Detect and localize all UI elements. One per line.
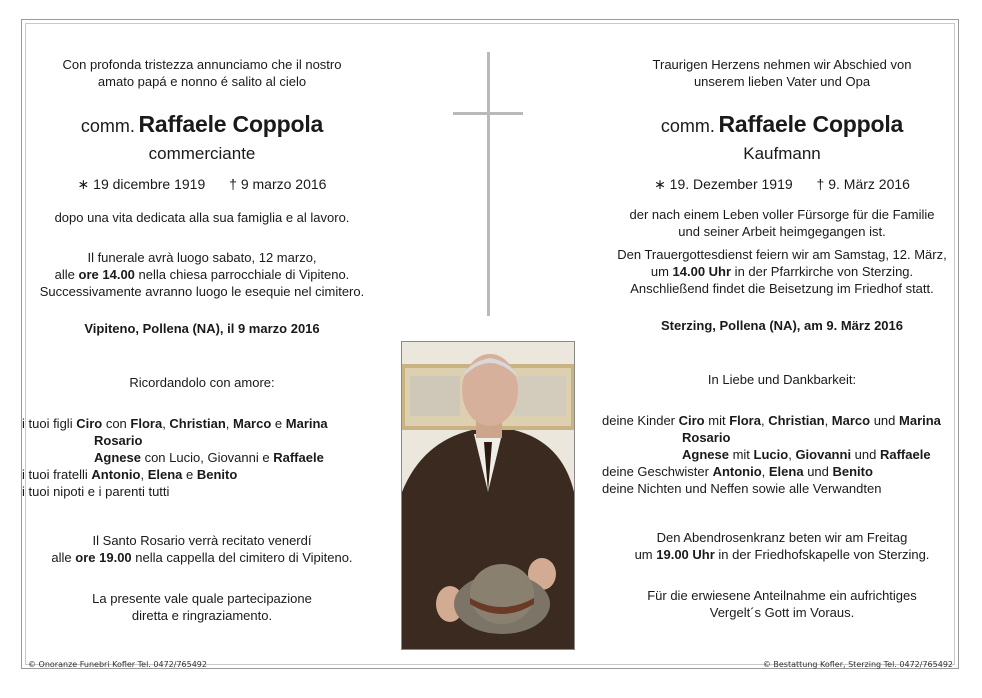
- life-text: der nach einem Leben voller Fürsorge für die Familie und seiner Arbeit heimgegangen ist.: [629, 207, 935, 239]
- funeral-line: Den Trauergottesdienst feiern wir am Samstag, 12. März,: [617, 247, 947, 262]
- funeral-info: [602, 246, 962, 297]
- cross-icon-bar: [453, 112, 523, 115]
- death-date: † 9. März 2016: [816, 176, 910, 192]
- funeral-line: alle ore 14.00 nella chiesa parrocchiale di Vipiteno.: [54, 267, 350, 282]
- funeral-line: Il funerale avrà luogo sabato, 12 marzo,: [87, 250, 317, 265]
- family-row: i tuoi fratelli Antonio, Elena e Benito: [22, 467, 238, 482]
- rosary-line: um 19.00 Uhr in der Friedhofskapelle von Sterzing.: [634, 547, 930, 562]
- intro-line: unserem lieben Vater und Opa: [693, 74, 871, 89]
- intro-line: amato papá e nonno é salito al cielo: [97, 74, 307, 89]
- birth-date: ∗ 19. Dezember 1919: [654, 176, 793, 192]
- rosary-line: Il Santo Rosario verrà recitato venerdí: [92, 533, 312, 548]
- family-row: deine Nichten und Neffen sowie alle Verwandten: [602, 481, 882, 496]
- profession: commerciante: [148, 144, 256, 163]
- funeral-line: um 14.00 Uhr in der Pfarrkirche von Sterzing.: [650, 264, 914, 279]
- deceased-name: [602, 111, 962, 141]
- rosary-info: [602, 529, 962, 563]
- italian-notice: [22, 56, 382, 624]
- closing-line: Für die erwiesene Anteilnahme ein aufrichtiges: [647, 588, 917, 603]
- funeral-line: Anschließend findet die Beisetzung im Friedhof statt.: [630, 281, 934, 296]
- closing-line: La presente vale quale partecipazione: [92, 591, 312, 606]
- family-row: i tuoi nipoti e i parenti tutti: [22, 484, 170, 499]
- title-prefix: comm.: [660, 116, 715, 136]
- place-date: Sterzing, Pollena (NA), am 9. März 2016: [660, 318, 904, 333]
- footer-credit: © Bestattung Kofler, Sterzing Tel. 0472/765492: [762, 660, 953, 669]
- intro-line: Con profonda tristezza annunciamo che il nostro: [62, 57, 342, 72]
- family-row: i tuoi figli Ciro con Flora, Christian, Marco e Marina: [22, 416, 328, 431]
- remember-heading: In Liebe und Dankbarkeit:: [707, 372, 857, 387]
- intro: [22, 56, 382, 92]
- death-date: † 9 marzo 2016: [229, 176, 327, 192]
- closing: [602, 587, 962, 621]
- intro-line: Traurigen Herzens nehmen wir Abschied von: [652, 57, 912, 72]
- life-dates: [602, 175, 962, 193]
- name: Raffaele Coppola: [718, 111, 904, 137]
- family-row: Agnese con Lucio, Giovanni e Raffaele: [94, 450, 324, 465]
- place-date: Vipiteno, Pollena (NA), il 9 marzo 2016: [84, 321, 320, 336]
- rosary-time: 19.00 Uhr: [656, 547, 715, 562]
- closing-line: diretta e ringraziamento.: [131, 608, 273, 623]
- portrait-photo: [401, 341, 575, 650]
- intro: [602, 56, 962, 92]
- rosary-info: [22, 532, 382, 566]
- family-list: [22, 415, 382, 500]
- name: Raffaele Coppola: [138, 111, 324, 137]
- footer-credit: © Onoranze Funebri Kofler Tel. 0472/765492: [28, 660, 207, 669]
- profession: Kaufmann: [743, 144, 821, 163]
- family-row: Rosario: [682, 430, 731, 445]
- family-row: Agnese mit Lucio, Giovanni und Raffaele: [682, 447, 931, 462]
- birth-date: ∗ 19 dicembre 1919: [77, 176, 206, 192]
- rosary-time: ore 19.00: [75, 550, 132, 565]
- funeral-time: ore 14.00: [78, 267, 135, 282]
- title-prefix: comm.: [80, 116, 135, 136]
- deceased-name: [22, 111, 382, 141]
- closing-line: Vergelt´s Gott im Voraus.: [709, 605, 855, 620]
- family-row: deine Kinder Ciro mit Flora, Christian, Marco und Marina: [602, 413, 941, 428]
- cross-icon: [487, 52, 490, 316]
- rosary-line: Den Abendrosenkranz beten wir am Freitag: [656, 530, 908, 545]
- closing: [22, 590, 382, 624]
- family-row: deine Geschwister Antonio, Elena und Benito: [602, 464, 873, 479]
- family-list: [602, 412, 962, 497]
- funeral-time: 14.00 Uhr: [672, 264, 732, 279]
- remember-heading: Ricordandolo con amore:: [129, 375, 275, 390]
- life-text: dopo una vita dedicata alla sua famiglia e al lavoro.: [54, 210, 350, 225]
- funeral-line: Successivamente avranno luogo le esequie nel cimitero.: [39, 284, 365, 299]
- german-notice: [602, 56, 962, 621]
- life-dates: [22, 175, 382, 193]
- rosary-line: alle ore 19.00 nella cappella del cimitero di Vipiteno.: [51, 550, 353, 565]
- family-row: Rosario: [94, 433, 143, 448]
- funeral-info: [22, 249, 382, 300]
